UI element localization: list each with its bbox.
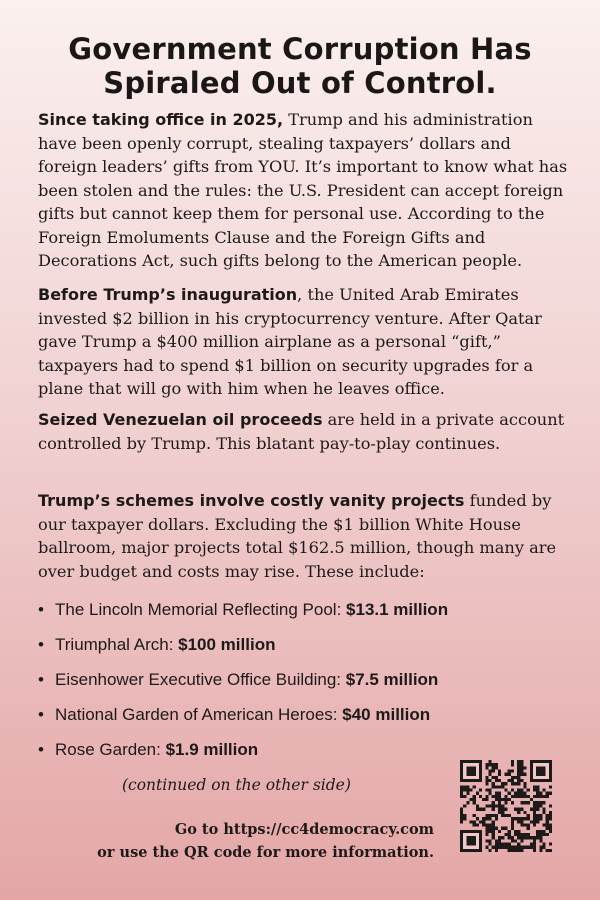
list-item [38,703,558,738]
list-item [38,598,558,633]
continued-note: (continued on the other side) [122,776,351,794]
list-item [38,633,558,668]
title-line-2: Spiraled Out of Control. [103,66,497,100]
paragraph-text: Trump and his administration have been openly corrupt, stealing taxpayers’ dollars and foreign leaders’ gifts from YOU. It’s important to know what has been stolen and the rules: the U.S. President can accept foreign gifts but cannot keep them for personal use. According to the Foreign Emoluments Clause and the Foreign Gifts and Decorations Act, such gifts belong to the American people. [38,110,568,270]
page-title [20,32,580,100]
bullet-icon: • [38,600,44,619]
project-name: National Garden of American Heroes: [55,705,343,724]
paragraph-text: , the United Arab Emirates invested $2 billion in his cryptocurrency venture. After Qatar gave Trump a $400 million airplane as a personal “gift,” taxpayers had to spend $1 billion on security upgrades for a plane that will go with him when he leaves office. [38,285,542,398]
title-line-1: Government Corruption Has [68,32,532,66]
project-name: Eisenhower Executive Office Building: [55,670,346,689]
paragraph-lead: Since taking office in 2025, [38,110,284,129]
bullet-icon: • [38,670,44,689]
project-name: Rose Garden: [55,740,166,759]
bullet-icon: • [38,635,44,654]
paragraph-projects [38,489,570,583]
paragraph-lead: Trump’s schemes involve costly vanity projects [38,491,465,510]
bullet-icon: • [38,740,44,759]
project-amount: $1.9 million [165,740,259,759]
project-name: Triumphal Arch: [55,635,179,654]
paragraph-lead: Seized Venezuelan oil proceeds [38,410,323,429]
paragraph-text: are held in a private account controlled by Trump. This blatant pay-to-play continues. [38,410,565,453]
paragraph-inauguration [38,283,570,401]
project-amount: $100 million [178,635,276,654]
website-note [97,818,434,864]
project-amount: $13.1 million [346,600,449,619]
paragraph-venezuela [38,408,570,455]
paragraph-text: funded by our taxpayer dollars. Excluding the $1 billion White House ballroom, major projects total $162.5 million, though many are over budget and costs may rise. These include: [38,491,557,581]
website-line-2: or use the QR code for more information. [97,844,434,861]
list-item [38,668,558,703]
bullet-icon: • [38,705,44,724]
qr-code-icon[interactable] [460,760,552,852]
projects-list [38,598,558,773]
website-line-1[interactable]: Go to https://cc4democracy.com [174,821,434,838]
project-name: The Lincoln Memorial Reflecting Pool: [55,600,347,619]
project-amount: $40 million [342,705,431,724]
paragraph-gifts [38,108,570,273]
project-amount: $7.5 million [345,670,439,689]
paragraph-lead: Before Trump’s inauguration [38,285,298,304]
